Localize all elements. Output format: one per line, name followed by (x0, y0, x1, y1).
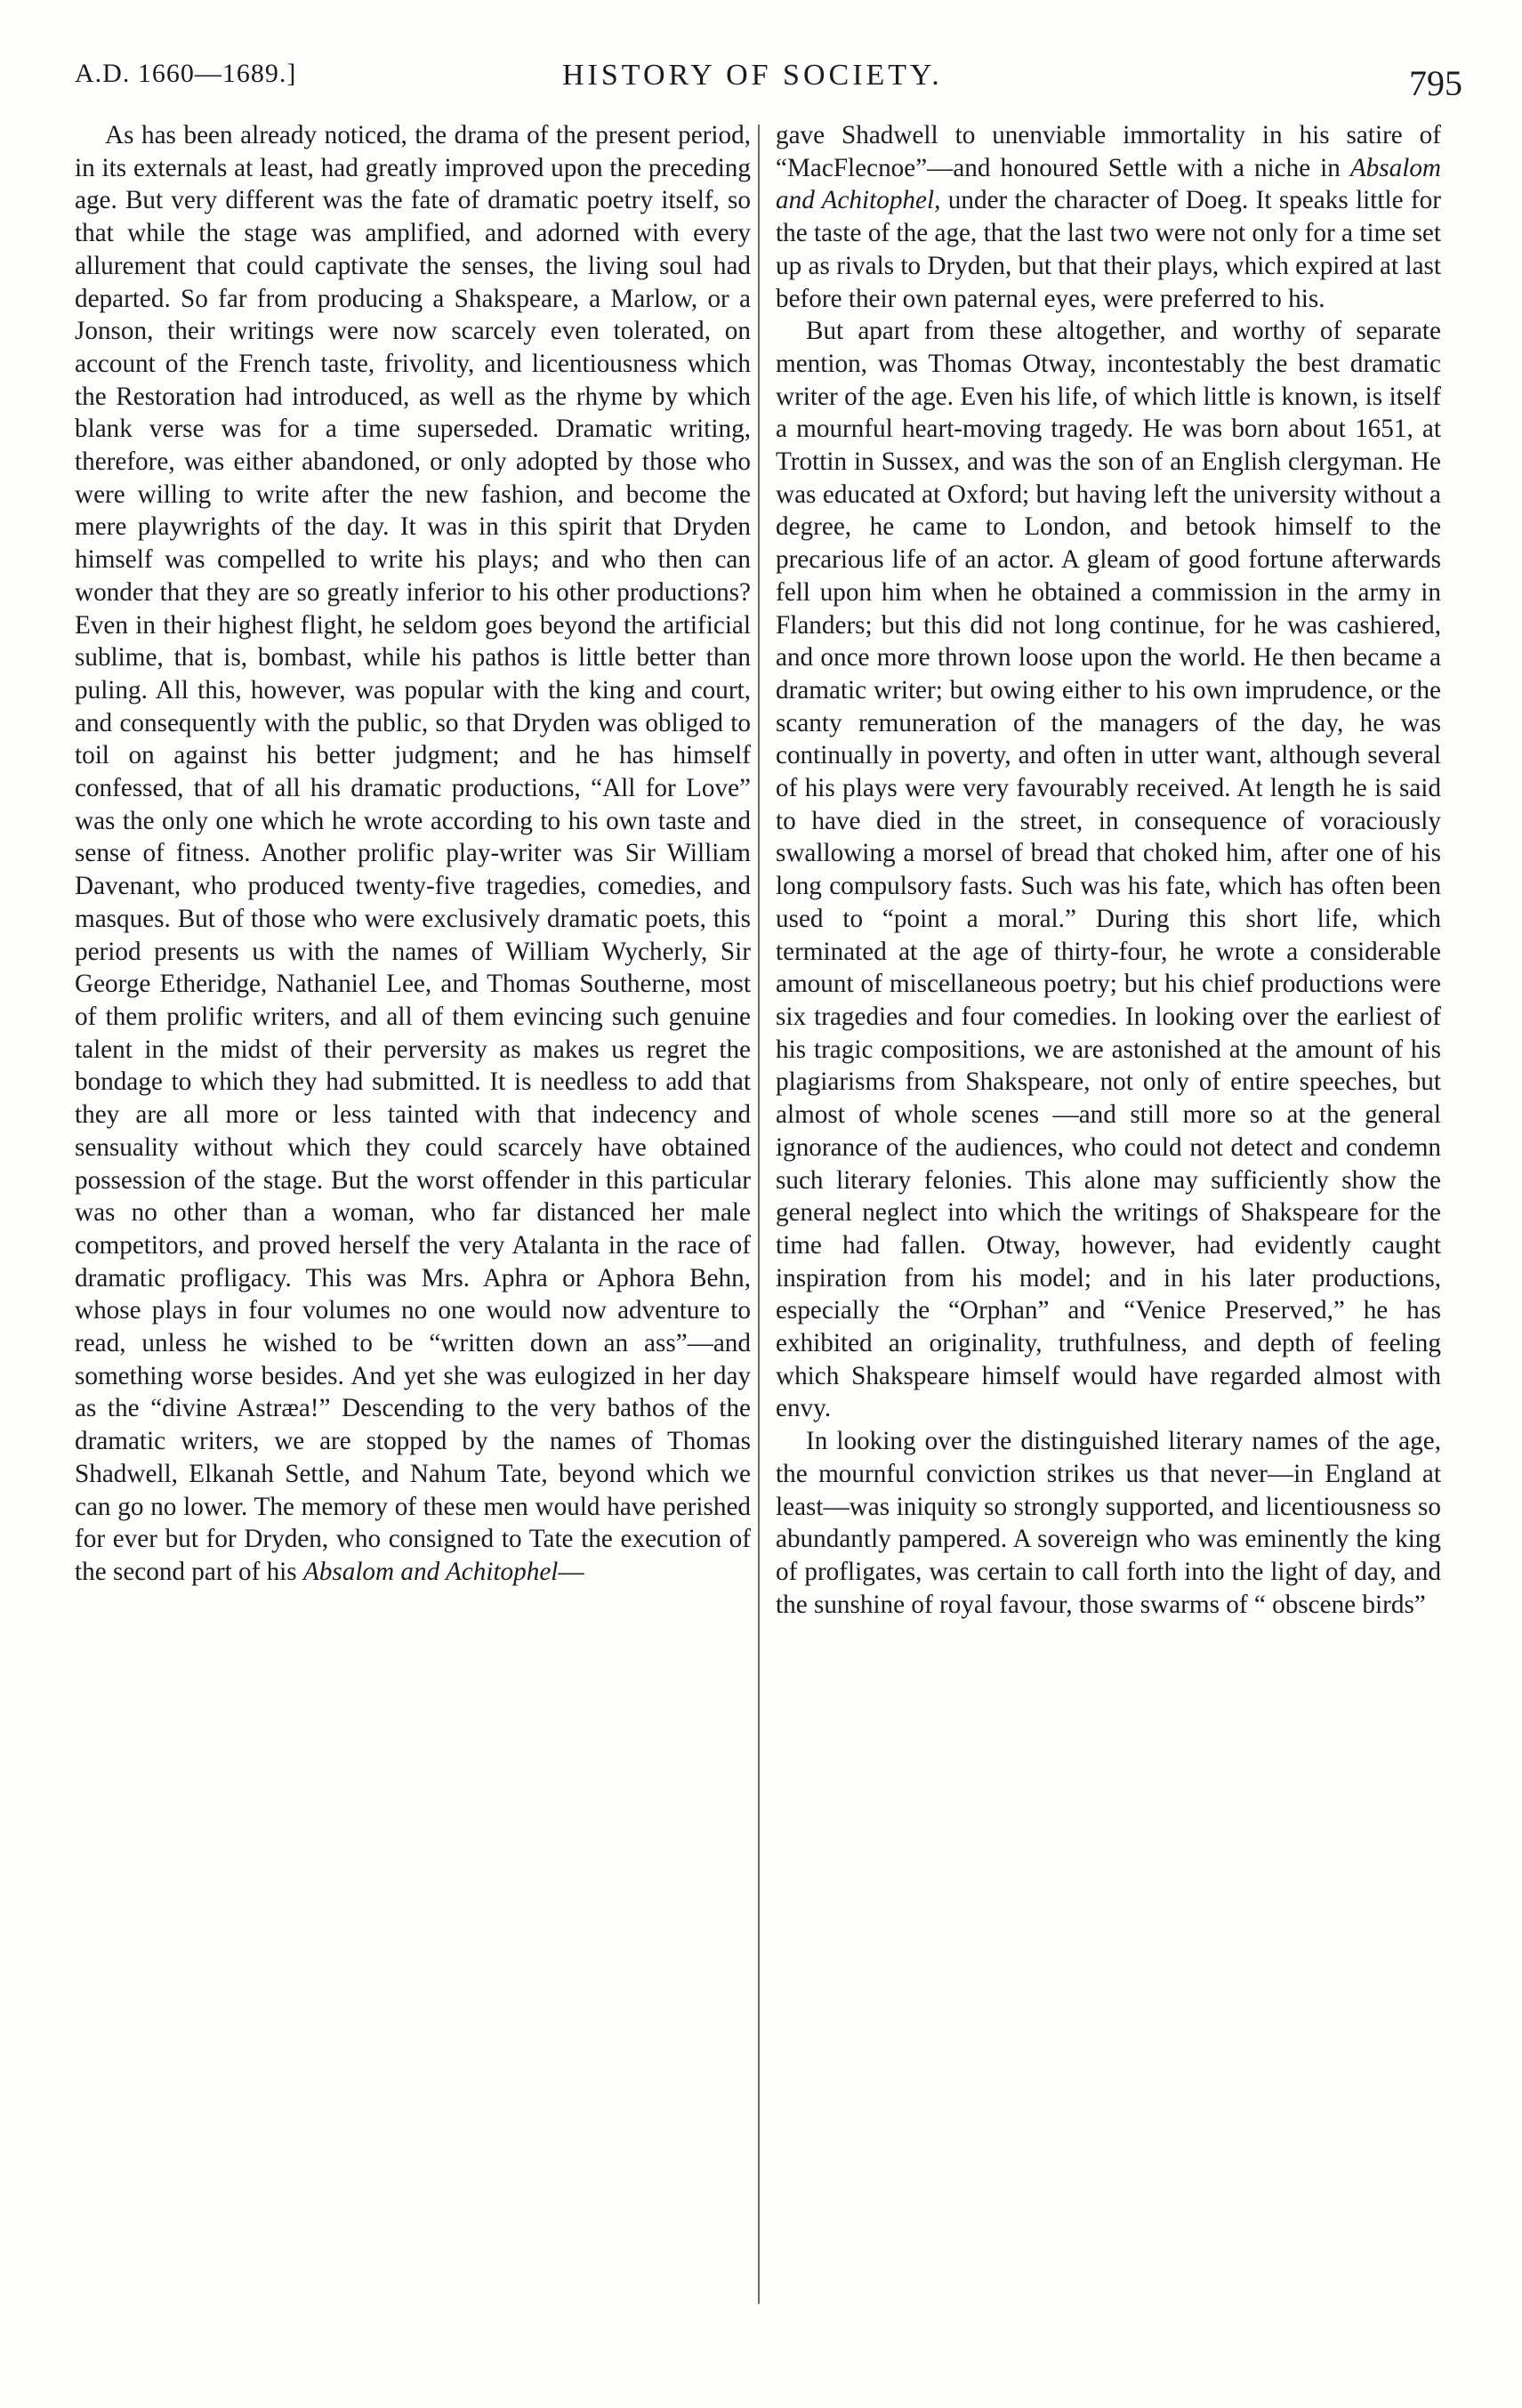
paragraph (75, 119, 751, 1589)
paragraph-text: gave Shadwell to unenviable immortality in his satire of “MacFlecnoe”—and honoured Settle with a niche in (776, 121, 1441, 182)
right-column (776, 119, 1441, 1621)
paragraph: But apart from these altogether, and worthy of separate mention, was Thomas Otway, incontestably the best dramatic writer of the age. Even his life, of which little is known, is itself a mournful heart-moving tragedy. He was born about 1651, at Trottin in Sussex, and was the son of an English clergyman. He was educated at Oxford; but having left the university without a degree, he came to London, and betook himself to the precarious life of an actor. A gleam of good fortune afterwards fell upon him when he obtained a commission in the army in Flanders; but this did not long continue, for he was cashiered, and once more thrown loose upon the world. He then became a dramatic writer; but owing either to his own imprudence, or the scanty remuneration of the managers of the day, he was continually in poverty, and often in utter want, although several of his plays were very favourably received. At length he is said to have died in the street, in consequence of voraciously swallowing a morsel of bread that choked him, after one of his long compulsory fasts. Such was his fate, which has often been used to “point a moral.” During this short life, which terminated at the age of thirty-four, he wrote a considerable amount of miscellaneous poetry; but his chief productions were six tragedies and four comedies. In looking over the earliest of his tragic compositions, we are astonished at the amount of his plagiarisms from Shakspeare, not only of entire speeches, but almost of whole scenes —and still more so at the general ignorance of the audiences, who could not detect and condemn such literary felonies. This alone may sufficiently show the general neglect into which the writings of Shakspeare for the time had fallen. Otway, however, had evidently caught inspiration from his model; and in his later productions, especially the “Orphan” and “Venice Preserved,” he has exhibited an originality, truthfulness, and depth of feeling which Shakspeare himself would have regarded almost with envy. (776, 317, 1441, 1423)
paragraph-text: As has been already noticed, the drama of the present period, in its externals at least, had greatly improved upon the preceding age. But very different was the fate of dramatic poetry itself, so that while the stage was amplified, and adorned with every allurement that could captivate the senses, the living soul had departed. So far from producing a Shakspeare, a Marlow, or a Jonson, their writings were now scarcely even tolerated, on account of the French taste, frivolity, and licentiousness which the Restoration had introduced, as well as the rhyme by which blank verse was for a time superseded. Dramatic writing, therefore, was either abandoned, or only adopted by those who were willing to write after the new fashion, and become the mere playwrights of the day. It was in this spirit that Dryden himself was compelled to write his plays; and who then can wonder that they are so greatly inferior to his other productions? Even in their highest flight, he seldom goes beyond the artificial sublime, that is, bombast, while his pathos is little better than puling. All this, however, was popular with the king and court, and consequently with the public, so that Dryden was obliged to toil on against his better judgment; and he has himself confessed, that of all his dramatic productions, “All for Love” was the only one which he wrote according to his own taste and sense of fitness. Another prolific play-writer was Sir William Davenant, who produced twenty-five tragedies, comedies, and masques. But of those who were exclusively dramatic poets, this period presents us with the names of William Wycherly, Sir George Etheridge, Nathaniel Lee, and Thomas Southerne, most of them prolific writers, and all of them evincing such genuine talent in the midst of their perversity as makes us regret the bondage to which they had submitted. It is needless to add that they are all more or less tainted with that indecency and sensuality without which they could scarcely have obtained possession of the stage. But the worst offender in this particular was no other than a woman, who far distanced her male competitors, and proved herself the very Atalanta in the race of dramatic profligacy. This was Mrs. Aphra or Aphora Behn, whose plays in four volumes no one would now adventure to read, unless he wished to be “written down an ass”—and something worse besides. And yet she was eulogized in her day as the “divine Astræa!” Descending to the very bathos of the dramatic writers, we are stopped by the names of Thomas Shadwell, Elkanah Settle, and Nahum Tate, beyond which we can go no lower. The memory of these men would have perished for ever but for Dryden, who consigned to Tate the execution of the second part of his (75, 121, 751, 1586)
paragraph: In looking over the distinguished literary names of the age, the mournful conviction strikes us that never—in England at least—was iniquity so strongly supported, and licentiousness so abundantly pampered. A sovereign who was eminently the king of profligates, was certain to call forth into the light of day, and the sunshine of royal favour, those swarms of “ obscene birds” (776, 1427, 1441, 1619)
italic-title: Absalom and Achitophel (302, 1557, 559, 1586)
running-title: HISTORY OF SOCIETY. (562, 59, 943, 92)
column-divider (758, 125, 760, 2304)
page-number: 795 (1409, 63, 1462, 103)
date-range: A.D. 1660—1689.] (75, 59, 297, 88)
dash: — (558, 1557, 584, 1586)
paragraph (776, 119, 1441, 315)
running-header (75, 55, 1462, 109)
paragraph-text: under the character of Doeg. It speaks little for the taste of the age, that the last two were not only for a time set up as rivals to Dryden, but that their plays, which expired at last before their own paternal eyes, were preferred to his. (776, 186, 1441, 313)
left-column (75, 119, 751, 1589)
italic-title: Absalom and Achitophel, (776, 153, 1441, 215)
